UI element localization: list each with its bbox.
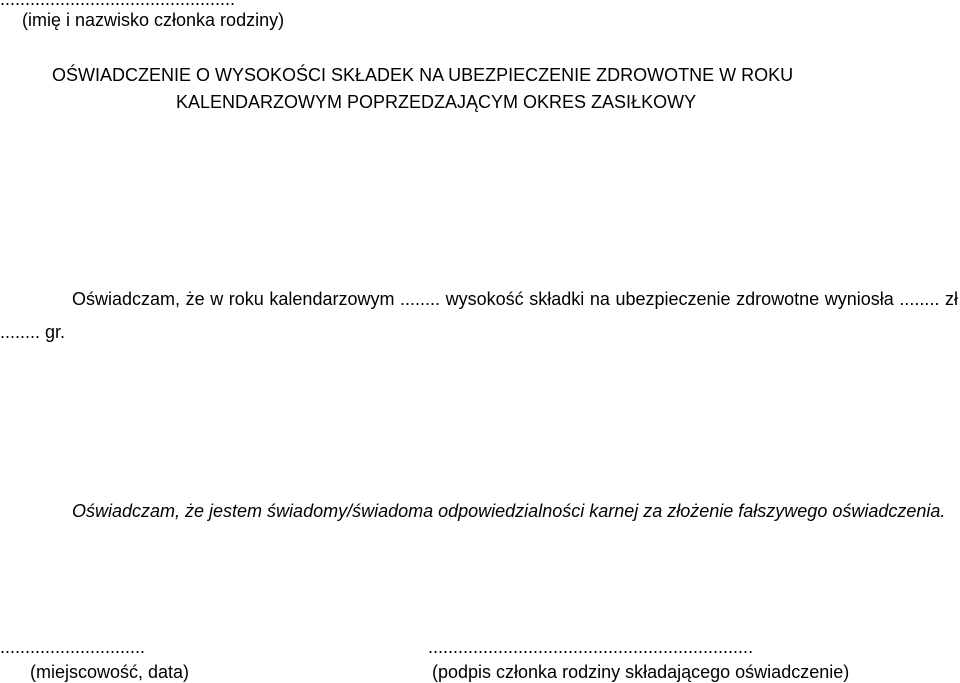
signature-caption: (podpis członka rodziny składającego oświadczenie) xyxy=(432,662,850,682)
member-name-blank xyxy=(0,0,235,8)
place-date-blank: ............................. xyxy=(0,637,146,657)
member-name-caption: (imię i nazwisko członka rodziny) xyxy=(22,10,285,30)
contribution-declaration: Oświadczam, że w roku kalendarzowym ........ wysokość składki na ubezpieczenie zdrowotne wyniosła ........ zł ........ gr. xyxy=(0,289,958,342)
signature-blank: ................................................................. xyxy=(428,637,754,657)
document-title-line-1: OŚWIADCZENIE O WYSOKOŚCI SKŁADEK NA UBEZPIECZENIE ZDROWOTNE W ROKU xyxy=(52,65,794,85)
place-date-caption: (miejscowość, data) xyxy=(30,662,190,682)
liability-statement: Oświadczam, że jestem świadomy/świadoma odpowiedzialności karnej za złożenie fałszywego oświadczenia. xyxy=(72,501,946,521)
document-title-line-2: KALENDARZOWYM POPRZEDZAJĄCYM OKRES ZASIŁKOWY xyxy=(176,92,697,112)
